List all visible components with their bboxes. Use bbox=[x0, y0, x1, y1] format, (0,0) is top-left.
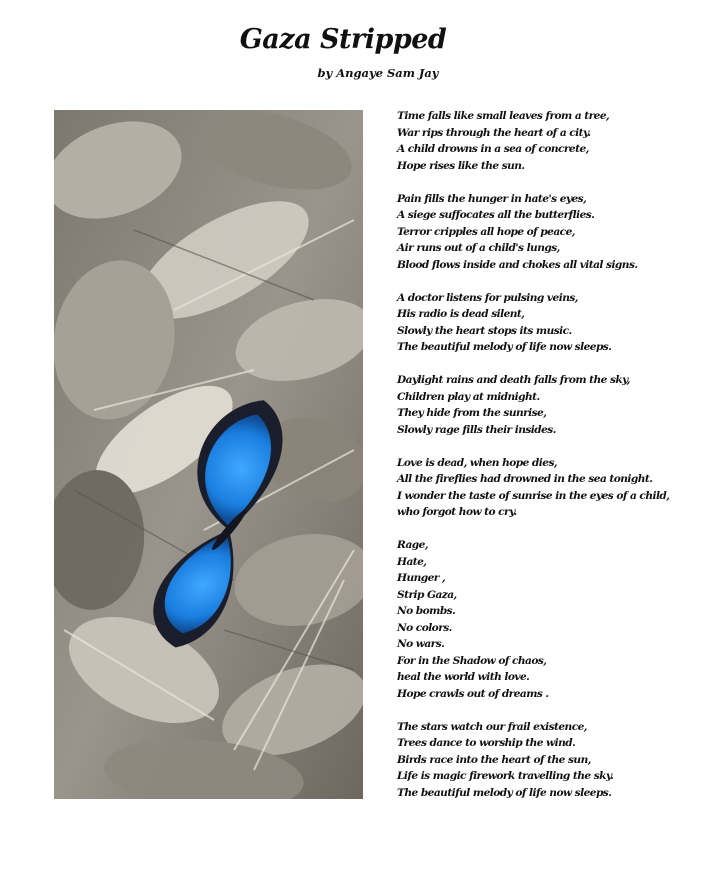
poem-line: Time falls like small leaves from a tree, bbox=[397, 110, 610, 122]
poem-line: His radio is dead silent, bbox=[397, 308, 525, 320]
poem-line: War rips through the heart of a city. bbox=[397, 126, 591, 139]
poem-line: I wonder the taste of sunrise in the eyes of a child, bbox=[397, 489, 670, 502]
butterfly-photo-illustration bbox=[54, 110, 363, 799]
poem-line: Trees dance to worship the wind. bbox=[397, 737, 576, 749]
poem-line: All the fireflies had drowned in the sea tonight. bbox=[397, 473, 653, 485]
butterfly-photo bbox=[54, 110, 363, 799]
stanza bbox=[397, 719, 707, 802]
poem-line: Hate, bbox=[397, 555, 427, 568]
stanza bbox=[397, 290, 707, 356]
poem-line: A doctor listens for pulsing veins, bbox=[397, 291, 578, 304]
poem-title: Gaza Stripped bbox=[239, 24, 447, 55]
poem-line: Hope rises like the sun. bbox=[397, 159, 525, 172]
poem-line: heal the world with love. bbox=[397, 671, 530, 683]
poem-line: Love is dead, when hope dies, bbox=[397, 456, 558, 469]
stanza bbox=[397, 372, 707, 438]
poem-line: The beautiful melody of life now sleeps. bbox=[397, 786, 612, 799]
stanza bbox=[397, 537, 707, 702]
poem-line: Pain fills the hunger in hate's eyes, bbox=[397, 192, 587, 205]
poem-line: who forgot how to cry. bbox=[397, 506, 517, 518]
poem-line: A child drowns in a sea of concrete, bbox=[397, 143, 589, 155]
poem-line: No bombs. bbox=[397, 605, 456, 617]
stanza bbox=[397, 108, 707, 174]
poem-line: Strip Gaza, bbox=[397, 588, 457, 601]
poem-line: No wars. bbox=[397, 638, 445, 650]
poem-body bbox=[397, 108, 707, 818]
poem-line: Terror cripples all hope of peace, bbox=[397, 225, 575, 238]
poem-line: Children play at midnight. bbox=[397, 390, 540, 403]
poem-line: Birds race into the heart of the sun, bbox=[397, 753, 591, 766]
poem-line: They hide from the sunrise, bbox=[397, 407, 547, 419]
poem-line: Hope crawls out of dreams . bbox=[397, 687, 549, 700]
poem-byline: by Angaye Sam Jay bbox=[317, 66, 439, 80]
poem-line: The beautiful melody of life now sleeps. bbox=[397, 341, 612, 353]
poem-line: For in the Shadow of chaos, bbox=[397, 654, 547, 667]
poem-line: No colors. bbox=[397, 621, 452, 634]
stanza bbox=[397, 455, 707, 521]
poem-line: Daylight rains and death falls from the sky, bbox=[397, 374, 630, 386]
poem-line: Slowly the heart stops its music. bbox=[397, 324, 572, 337]
poem-line: Blood flows inside and chokes all vital signs. bbox=[397, 258, 638, 271]
poem-line: The stars watch our frail existence, bbox=[397, 720, 587, 733]
stanza bbox=[397, 191, 707, 274]
poem-line: Life is magic firework travelling the sky. bbox=[397, 770, 614, 782]
poem-line: Hunger , bbox=[397, 572, 446, 584]
poem-line: Slowly rage fills their insides. bbox=[397, 423, 556, 436]
poem-line: Air runs out of a child's lungs, bbox=[397, 242, 560, 254]
poem-line: Rage, bbox=[397, 539, 428, 551]
poem-line: A siege suffocates all the butterflies. bbox=[397, 209, 595, 221]
